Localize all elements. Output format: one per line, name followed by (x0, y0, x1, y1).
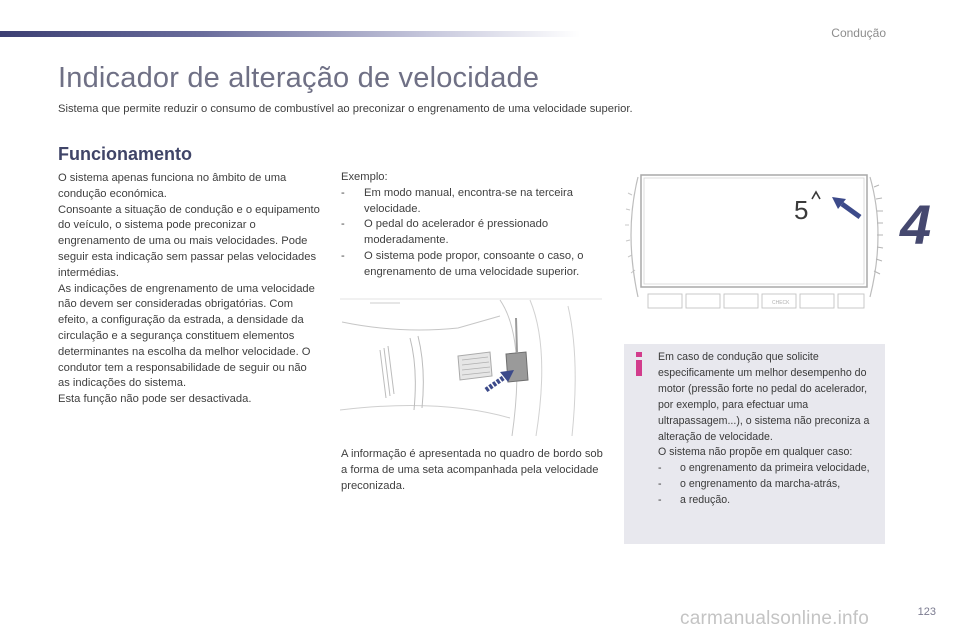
dash-bullet: - (341, 249, 345, 262)
left-column-text (58, 171, 320, 408)
list-item: - o engrenamento da primeira velocidade, (658, 461, 880, 477)
paragraph: As indicações de engrenamento de uma velocidade não devem ser consideradas obrigatórias. Com efeito, a configuração da estrada, a densidade da circulação e a segurança constituem elementos determinantes na escolha da melhor velocidade. O condutor tem a responsabilidade de seguir ou não as indicações do sistema. (58, 282, 315, 390)
gear-number: 5 (794, 195, 809, 225)
section-heading: Funcionamento (58, 144, 192, 164)
info-intro: O sistema não propõe em qualquer caso: (658, 446, 853, 459)
list-item: - a redução. (658, 493, 880, 509)
dash-bullet: - (658, 478, 662, 491)
chapter-number: 4 (900, 193, 932, 256)
list-item: - o engrenamento da marcha-atrás, (658, 477, 880, 493)
info-text (658, 350, 880, 509)
page-title: Indicador de alteração de velocidade (58, 62, 540, 94)
paragraph: Consoante a situação de condução e o equipamento do veículo, o sistema pode preconizar o engrenamento de uma ou mais velocidades. Pode seguir esta indicação sem passar pelas velocidades intermédias. (58, 203, 320, 279)
dash-bullet: - (658, 462, 662, 475)
example-block (341, 170, 603, 281)
page-number: 123 (917, 606, 936, 618)
pedals-illustration (340, 298, 602, 436)
info-box (624, 344, 885, 544)
example-heading: Exemplo: (341, 171, 388, 183)
dash-bullet: - (341, 218, 345, 231)
dash-bullet: - (658, 494, 662, 507)
watermark: carmanualsonline.info (680, 608, 870, 629)
info-icon (632, 352, 646, 376)
check-label: CHECK (772, 300, 790, 306)
header-bar (0, 31, 580, 37)
dash-bullet: - (341, 186, 345, 199)
list-item: - O sistema pode propor, consoante o caso, o engrenamento de uma velocidade superior. (341, 249, 603, 281)
paragraph: Esta função não pode ser desactivada. (58, 393, 252, 406)
dashboard-illustration (624, 173, 884, 310)
paragraph: O sistema apenas funciona no âmbito de uma condução económica. (58, 172, 287, 200)
figure-caption: A informação é apresentada no quadro de bordo sob a forma de uma seta acompanhada pela velocidade preconizada. (341, 448, 603, 492)
page-subtitle: Sistema que permite reduzir o consumo de combustível ao preconizar o engrenamento de uma velocidade superior. (58, 103, 633, 115)
list-item: - O pedal do acelerador é pressionado moderadamente. (341, 217, 603, 249)
info-paragraph: Em caso de condução que solicite especificamente um melhor desempenho do motor (pressão forte no pedal do acelerador, por exemplo, para efectuar uma ultrapassagem...), o sistema não preconiza a alteração de velocidade. (658, 351, 870, 443)
section-label: Condução (831, 26, 886, 40)
list-item: - Em modo manual, encontra-se na terceira velocidade. (341, 186, 603, 218)
